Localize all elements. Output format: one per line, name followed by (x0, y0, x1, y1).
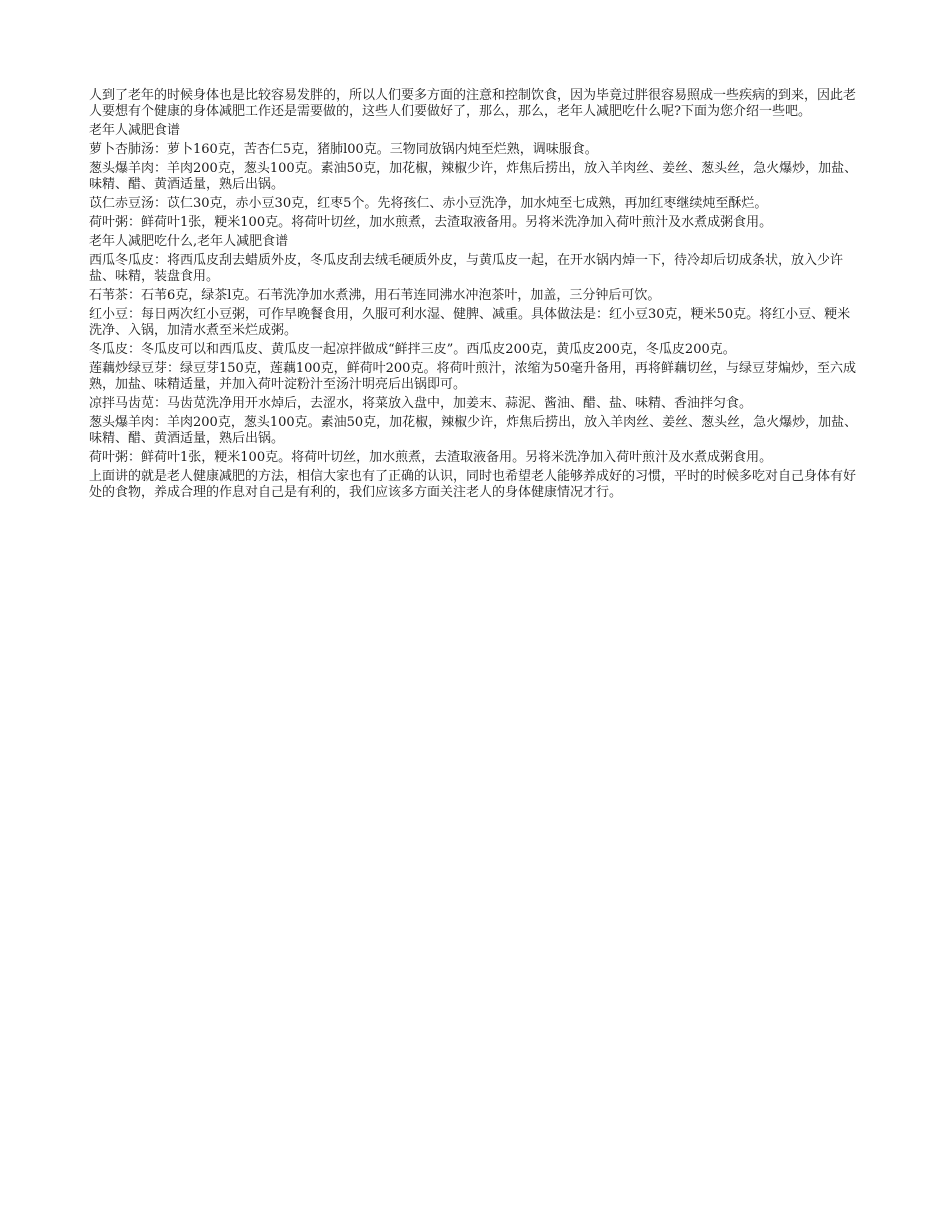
recipe-onion-fried-mutton-repeat: 葱头爆羊肉：羊肉200克，葱头100克。素油50克，加花椒，辣椒少许，炸焦后捞出，放入羊肉丝、姜丝、葱头丝，急火爆炒，加盐、味精、醋、黄酒适量，熟后出锅。 (89, 415, 858, 446)
recipe-lotus-leaf-porridge-repeat: 荷叶粥：鲜荷叶1张，粳米100克。将荷叶切丝，加水煎煮，去渣取液备用。另将米洗净加入荷叶煎汁及水煮成粥食用。 (89, 450, 773, 465)
article-body (89, 88, 862, 504)
section-heading-what-to-eat: 老年人减肥吃什么,老年人减肥食谱 (89, 234, 289, 249)
recipe-onion-fried-mutton: 葱头爆羊肉：羊肉200克，葱头100克。素油50克，加花椒，辣椒少许，炸焦后捞出，放入羊肉丝、姜丝、葱头丝，急火爆炒，加盐、味精、醋、黄酒适量，熟后出锅。 (89, 161, 858, 192)
recipe-watermelon-wax-gourd-peel: 西瓜冬瓜皮：将西瓜皮刮去蜡质外皮，冬瓜皮刮去绒毛硬质外皮，与黄瓜皮一起，在开水锅内焯一下，待冷却后切成条状，放入少许盐、味精，装盘食用。 (89, 253, 844, 284)
recipe-lotus-leaf-porridge: 荷叶粥：鲜荷叶1张，粳米100克。将荷叶切丝，加水煎煮，去渣取液备用。另将米洗净加入荷叶煎汁及水煮成粥食用。 (89, 215, 773, 230)
recipe-cold-purslane: 凉拌马齿苋：马齿苋洗净用开水焯后，去涩水，将菜放入盘中，加姜末、蒜泥、酱油、醋、盐、味精、香油拌匀食。 (89, 396, 753, 411)
recipe-coix-red-bean-soup: 苡仁赤豆汤：苡仁30克，赤小豆30克，红枣5个。先将孩仁、赤小豆洗净，加水炖至七成熟，再加红枣继续炖至酥烂。 (89, 196, 768, 211)
recipe-pyrrosia-tea: 石苇茶：石苇6克，绿茶l克。石苇洗净加水煮沸，用石苇连同沸水冲泡茶叶，加盖，三分钟后可饮。 (89, 288, 661, 303)
recipe-red-bean: 红小豆：每日两次红小豆粥，可作早晚餐食用，久服可利水湿、健脾、减重。具体做法是：红小豆30克，粳米50克。将红小豆、粳米洗净、入锅，加清水煮至米烂成粥。 (89, 307, 851, 338)
recipe-lotus-root-bean-sprouts: 莲藕炒绿豆芽：绿豆芽150克，莲藕100克，鲜荷叶200克。将荷叶煎汁，浓缩为50毫升备用，再将鲜藕切丝，与绿豆芽煸炒，至六成熟，加盐、味精适量，并加入荷叶淀粉汁至汤汁明亮后出锅即可。 (89, 361, 856, 392)
recipe-wax-gourd-peel: 冬瓜皮：冬瓜皮可以和西瓜皮、黄瓜皮一起凉拌做成“鲜拌三皮”。西瓜皮200克，黄瓜皮200克，冬瓜皮200克。 (89, 342, 736, 357)
conclusion-paragraph: 上面讲的就是老人健康减肥的方法，相信大家也有了正确的认识，同时也希望老人能够养成好的习惯，平时的时候多吃对自己身体有好处的食物，养成合理的作息对自己是有利的，我们应该多方面关注老人的身体健康情况才行。 (89, 469, 857, 500)
section-heading-recipes: 老年人减肥食谱 (89, 123, 181, 138)
intro-paragraph: 人到了老年的时候身体也是比较容易发胖的，所以人们要多方面的注意和控制饮食，因为毕竟过胖很容易照成一些疾病的到来，因此老人要想有个健康的身体减肥工作还是需要做的，这些人们要做好了，那么，那么，老年人减肥吃什么呢?下面为您介绍一些吧。 (89, 88, 857, 119)
recipe-radish-apricot-lung-soup: 萝卜杏肺汤：萝卜160克，苦杏仁5克，猪肺l00克。三物同放锅内炖至烂熟，调味服食。 (89, 142, 598, 157)
